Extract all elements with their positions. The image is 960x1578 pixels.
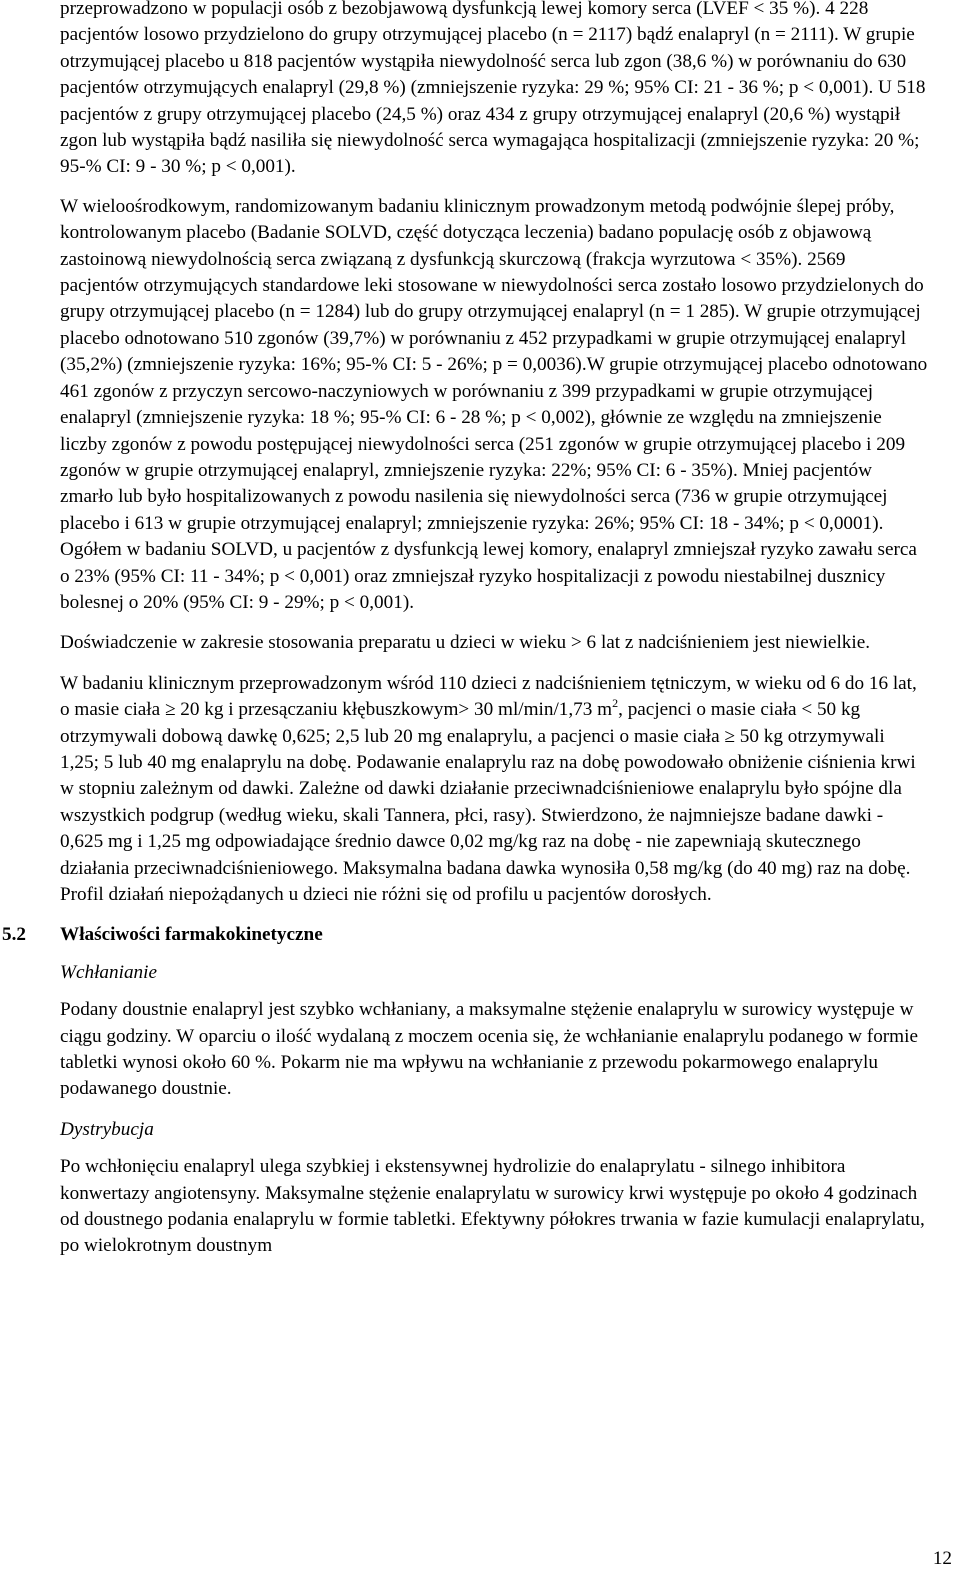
paragraph-distribution: Po wchłonięciu enalapryl ulega szybkiej i ekstensywnej hydrolizie do enalaprylatu - silnego inhibitora konwertazy angiotensyny. Maksymalne stężenie enalaprylatu w surowicy krwi występuje po około 4 godzinach od doustnego podania enalaprylu w formie tabletki. Efektywny półokres trwania w fazie kumulacji enalaprylatu, po wielokrotnym doustnym	[60, 1156, 925, 1257]
section-number: 5.2	[2, 924, 26, 946]
section-title: Właściwości farmakokinetyczne	[60, 924, 323, 946]
document-body	[2, 0, 928, 1274]
superscript-2: 2	[612, 695, 619, 710]
page-number: 12	[932, 1548, 952, 1569]
pediatric-study-text-part2: , pacjenci o masie ciała < 50 kg otrzymywali dobową dawkę 0,625; 2,5 lub 20 mg enalaprylu, a pacjenci o masie ciała ≥ 50 kg otrzymywali 1,25; 5 lub 40 mg enalaprylu na dobę. Podawanie enalaprylu raz na dobę powodowało obniżenie ciśnienia krwi w stopniu zależnym od dawki. Zależne od dawki działanie przeciwnadciśnieniowe enalaprylu było spójne dla wszystkich podgrup (według wieku, skali Tannera, płci, rasy). Stwierdzono, że najmniejsze badane dawki - 0,625 mg i 1,25 mg odpowiadające średnio dawce 0,02 mg/kg raz na dobę - nie zapewniają skutecznego działania przeciwnadciśnieniowego. Maksymalna badana dawka wynosiła 0,58 mg/kg (do 40 mg) raz na dobę. Profil działań niepożądanych u dzieci nie różni się od profilu u pacjentów dorosłych.	[60, 699, 916, 905]
subsection-heading-distribution: Dystrybucja	[60, 1118, 154, 1140]
paragraph-solvd-prevention: przeprowadzono w populacji osób z bezobjawową dysfunkcją lewej komory serca (LVEF < 35 %). 4 228 pacjentów losowo przydzielono do grupy otrzymującej placebo (n = 2117) bądź enalapryl (n = 2111). W grupie otrzymującej placebo u 818 pacjentów wystąpiła niewydolność serca lub zgon (38,6 %) w porównaniu do 630 pacjentów otrzymujących enalapryl (29,8 %) (zmniejszenie ryzyka: 29 %; 95% CI: 21 - 36 %; p < 0,001). U 518 pacjentów z grupy otrzymującej placebo (24,5 %) oraz 434 z grupy otrzymującej enalapryl (20,6 %) wystąpił zgon lub wystąpiła bądź nasiliła się niewydolność serca wymagająca hospitalizacji (zmniejszenie ryzyka: 20 %; 95-% CI: 9 - 30 %; p < 0,001).	[60, 0, 926, 178]
paragraph-pediatric-study	[60, 671, 928, 909]
paragraph-absorption: Podany doustnie enalapryl jest szybko wchłaniany, a maksymalne stężenie enalaprylu w surowicy występuje w ciągu godziny. W oparciu o ilość wydalaną z moczem ocenia się, że wchłanianie enalaprylu podanego w formie tabletki wynosi około 60 %. Pokarm nie ma wpływu na wchłanianie z przewodu pokarmowego enalaprylu podawanego doustnie.	[60, 999, 918, 1100]
section-heading	[2, 922, 928, 948]
paragraph-solvd-treatment: W wieloośrodkowym, randomizowanym badaniu klinicznym prowadzonym metodą podwójnie ślepej próby, kontrolowanym placebo (Badanie SOLVD, część dotycząca leczenia) badano populację osób z objawową zastoinową niewydolnością serca związaną z dysfunkcją skurczową (frakcja wyrzutowa < 35%). 2569 pacjentów otrzymujących standardowe leki stosowane w niewydolności serca zostało losowo przydzielonych do grupy otrzymującej placebo (n = 1284) lub do grupy otrzymującej enalapryl (n = 1 285). W grupie otrzymującej placebo odnotowano 510 zgonów (39,7%) w porównaniu z 452 przypadkami w grupie otrzymującej enalapryl (35,2%) (zmniejszenie ryzyka: 16%; 95-% CI: 5 - 26%; p = 0,0036).W grupie otrzymującej placebo odnotowano 461 zgonów z przyczyn sercowo-naczyniowych w porównaniu z 399 przypadkami w grupie otrzymującej enalapryl (zmniejszenie ryzyka: 18 %; 95-% CI: 6 - 28 %; p < 0,002), głównie ze względu na zmniejszenie liczby zgonów z powodu postępującej niewydolności serca (251 zgonów w grupie otrzymującej placebo i 209 zgonów w grupie otrzymującej enalapryl, zmniejszenie ryzyka: 22%; 95% CI: 6 - 35%). Mniej pacjentów zmarło lub było hospitalizowanych z powodu nasilenia się niewydolności serca (736 w grupie otrzymującej placebo i 613 w grupie otrzymującej enalapryl; zmniejszenie ryzyka: 26%; 95% CI: 18 - 34%; p < 0,0001). Ogółem w badaniu SOLVD, u pacjentów z dysfunkcją lewej komory, enalapryl zmniejszał ryzyko zawału serca o 23% (95% CI: 11 - 34%; p < 0,001) oraz zmniejszał ryzyko hospitalizacji z powodu niestabilnej dusznicy bolesnej o 20% (95% CI: 9 - 29%; p < 0,001).	[60, 195, 928, 613]
subsection-heading-absorption: Wchłanianie	[60, 961, 157, 983]
pediatric-study-text-part1: W badaniu klinicznym przeprowadzonym wśród 110 dzieci z nadciśnieniem tętniczym, w wieku od 6 do 16 lat, o masie ciała ≥ 20 kg i przesączaniu kłębuszkowym> 30 ml/min/1,73 m	[60, 672, 917, 721]
paragraph-pediatric-experience: Doświadczenie w zakresie stosowania preparatu u dzieci w wieku > 6 lat z nadciśnieniem jest niewielkie.	[60, 632, 871, 654]
